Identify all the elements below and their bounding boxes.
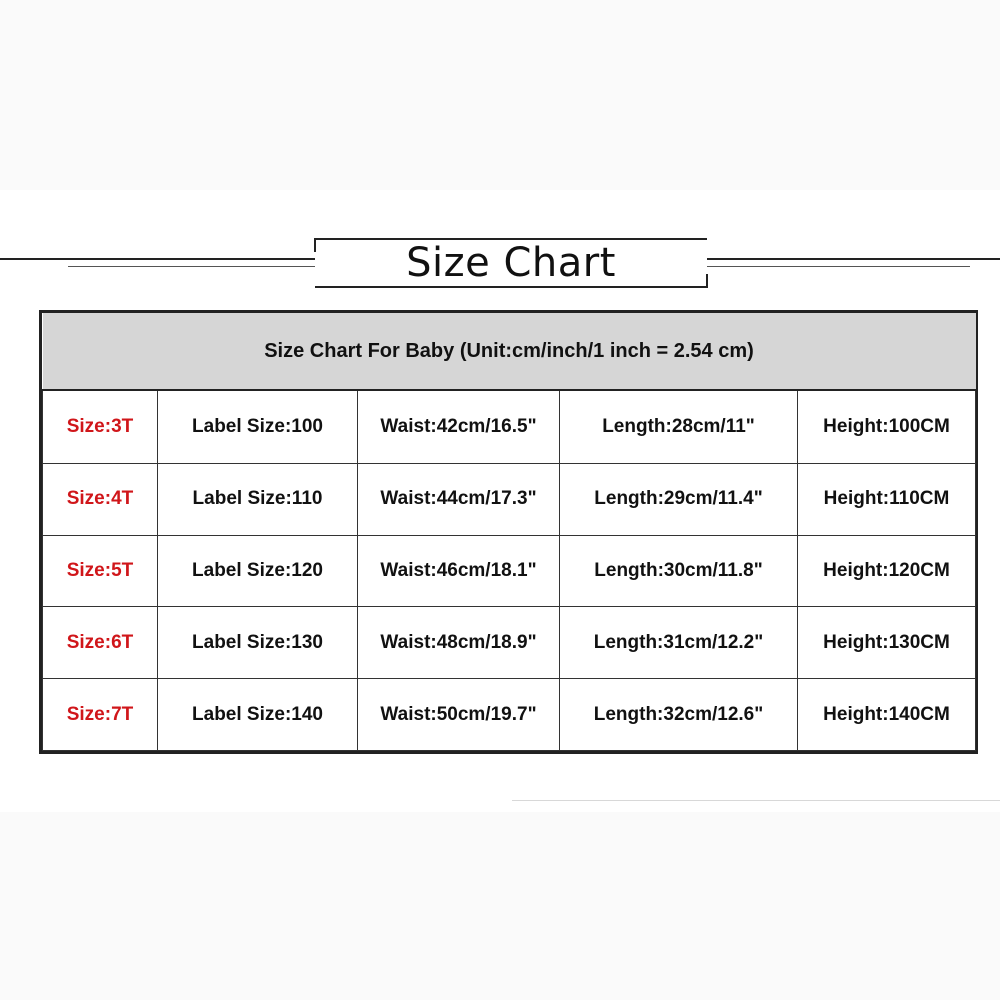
table-row <box>43 679 976 751</box>
label-size-cell: Label Size:110 <box>158 463 358 535</box>
divider-line <box>512 800 1000 801</box>
title-rule-left-inner <box>68 266 315 267</box>
size-cell: Size:4T <box>43 463 158 535</box>
title-rule-right-inner <box>707 266 970 267</box>
table-row <box>43 390 976 463</box>
title-corner-tick <box>706 274 708 288</box>
size-cell: Size:5T <box>43 535 158 607</box>
table-row <box>43 535 976 607</box>
size-cell: Size:7T <box>43 679 158 751</box>
waist-cell: Waist:44cm/17.3" <box>358 463 560 535</box>
length-cell: Length:29cm/11.4" <box>560 463 798 535</box>
height-cell: Height:140CM <box>798 679 976 751</box>
length-cell: Length:32cm/12.6" <box>560 679 798 751</box>
waist-cell: Waist:50cm/19.7" <box>358 679 560 751</box>
waist-cell: Waist:48cm/18.9" <box>358 607 560 679</box>
height-cell: Height:110CM <box>798 463 976 535</box>
title-rule-right-outer <box>707 258 1000 260</box>
waist-cell: Waist:46cm/18.1" <box>358 535 560 607</box>
label-size-cell: Label Size:100 <box>158 390 358 463</box>
title-corner-tick <box>314 238 316 252</box>
size-chart-table <box>39 310 978 754</box>
height-cell: Height:120CM <box>798 535 976 607</box>
title-banner <box>315 238 707 288</box>
length-cell: Length:31cm/12.2" <box>560 607 798 679</box>
waist-cell: Waist:42cm/16.5" <box>358 390 560 463</box>
bottom-background-band <box>0 812 1000 1000</box>
table-row <box>43 463 976 535</box>
label-size-cell: Label Size:140 <box>158 679 358 751</box>
size-cell: Size:6T <box>43 607 158 679</box>
height-cell: Height:100CM <box>798 390 976 463</box>
table-row <box>43 607 976 679</box>
length-cell: Length:30cm/11.8" <box>560 535 798 607</box>
length-cell: Length:28cm/11" <box>560 390 798 463</box>
title-rule-left-outer <box>0 258 315 260</box>
label-size-cell: Label Size:130 <box>158 607 358 679</box>
page-title: Size Chart <box>406 240 616 286</box>
height-cell: Height:130CM <box>798 607 976 679</box>
size-cell: Size:3T <box>43 390 158 463</box>
label-size-cell: Label Size:120 <box>158 535 358 607</box>
table-header: Size Chart For Baby (Unit:cm/inch/1 inch = 2.54 cm) <box>43 313 976 390</box>
top-background-band <box>0 0 1000 190</box>
